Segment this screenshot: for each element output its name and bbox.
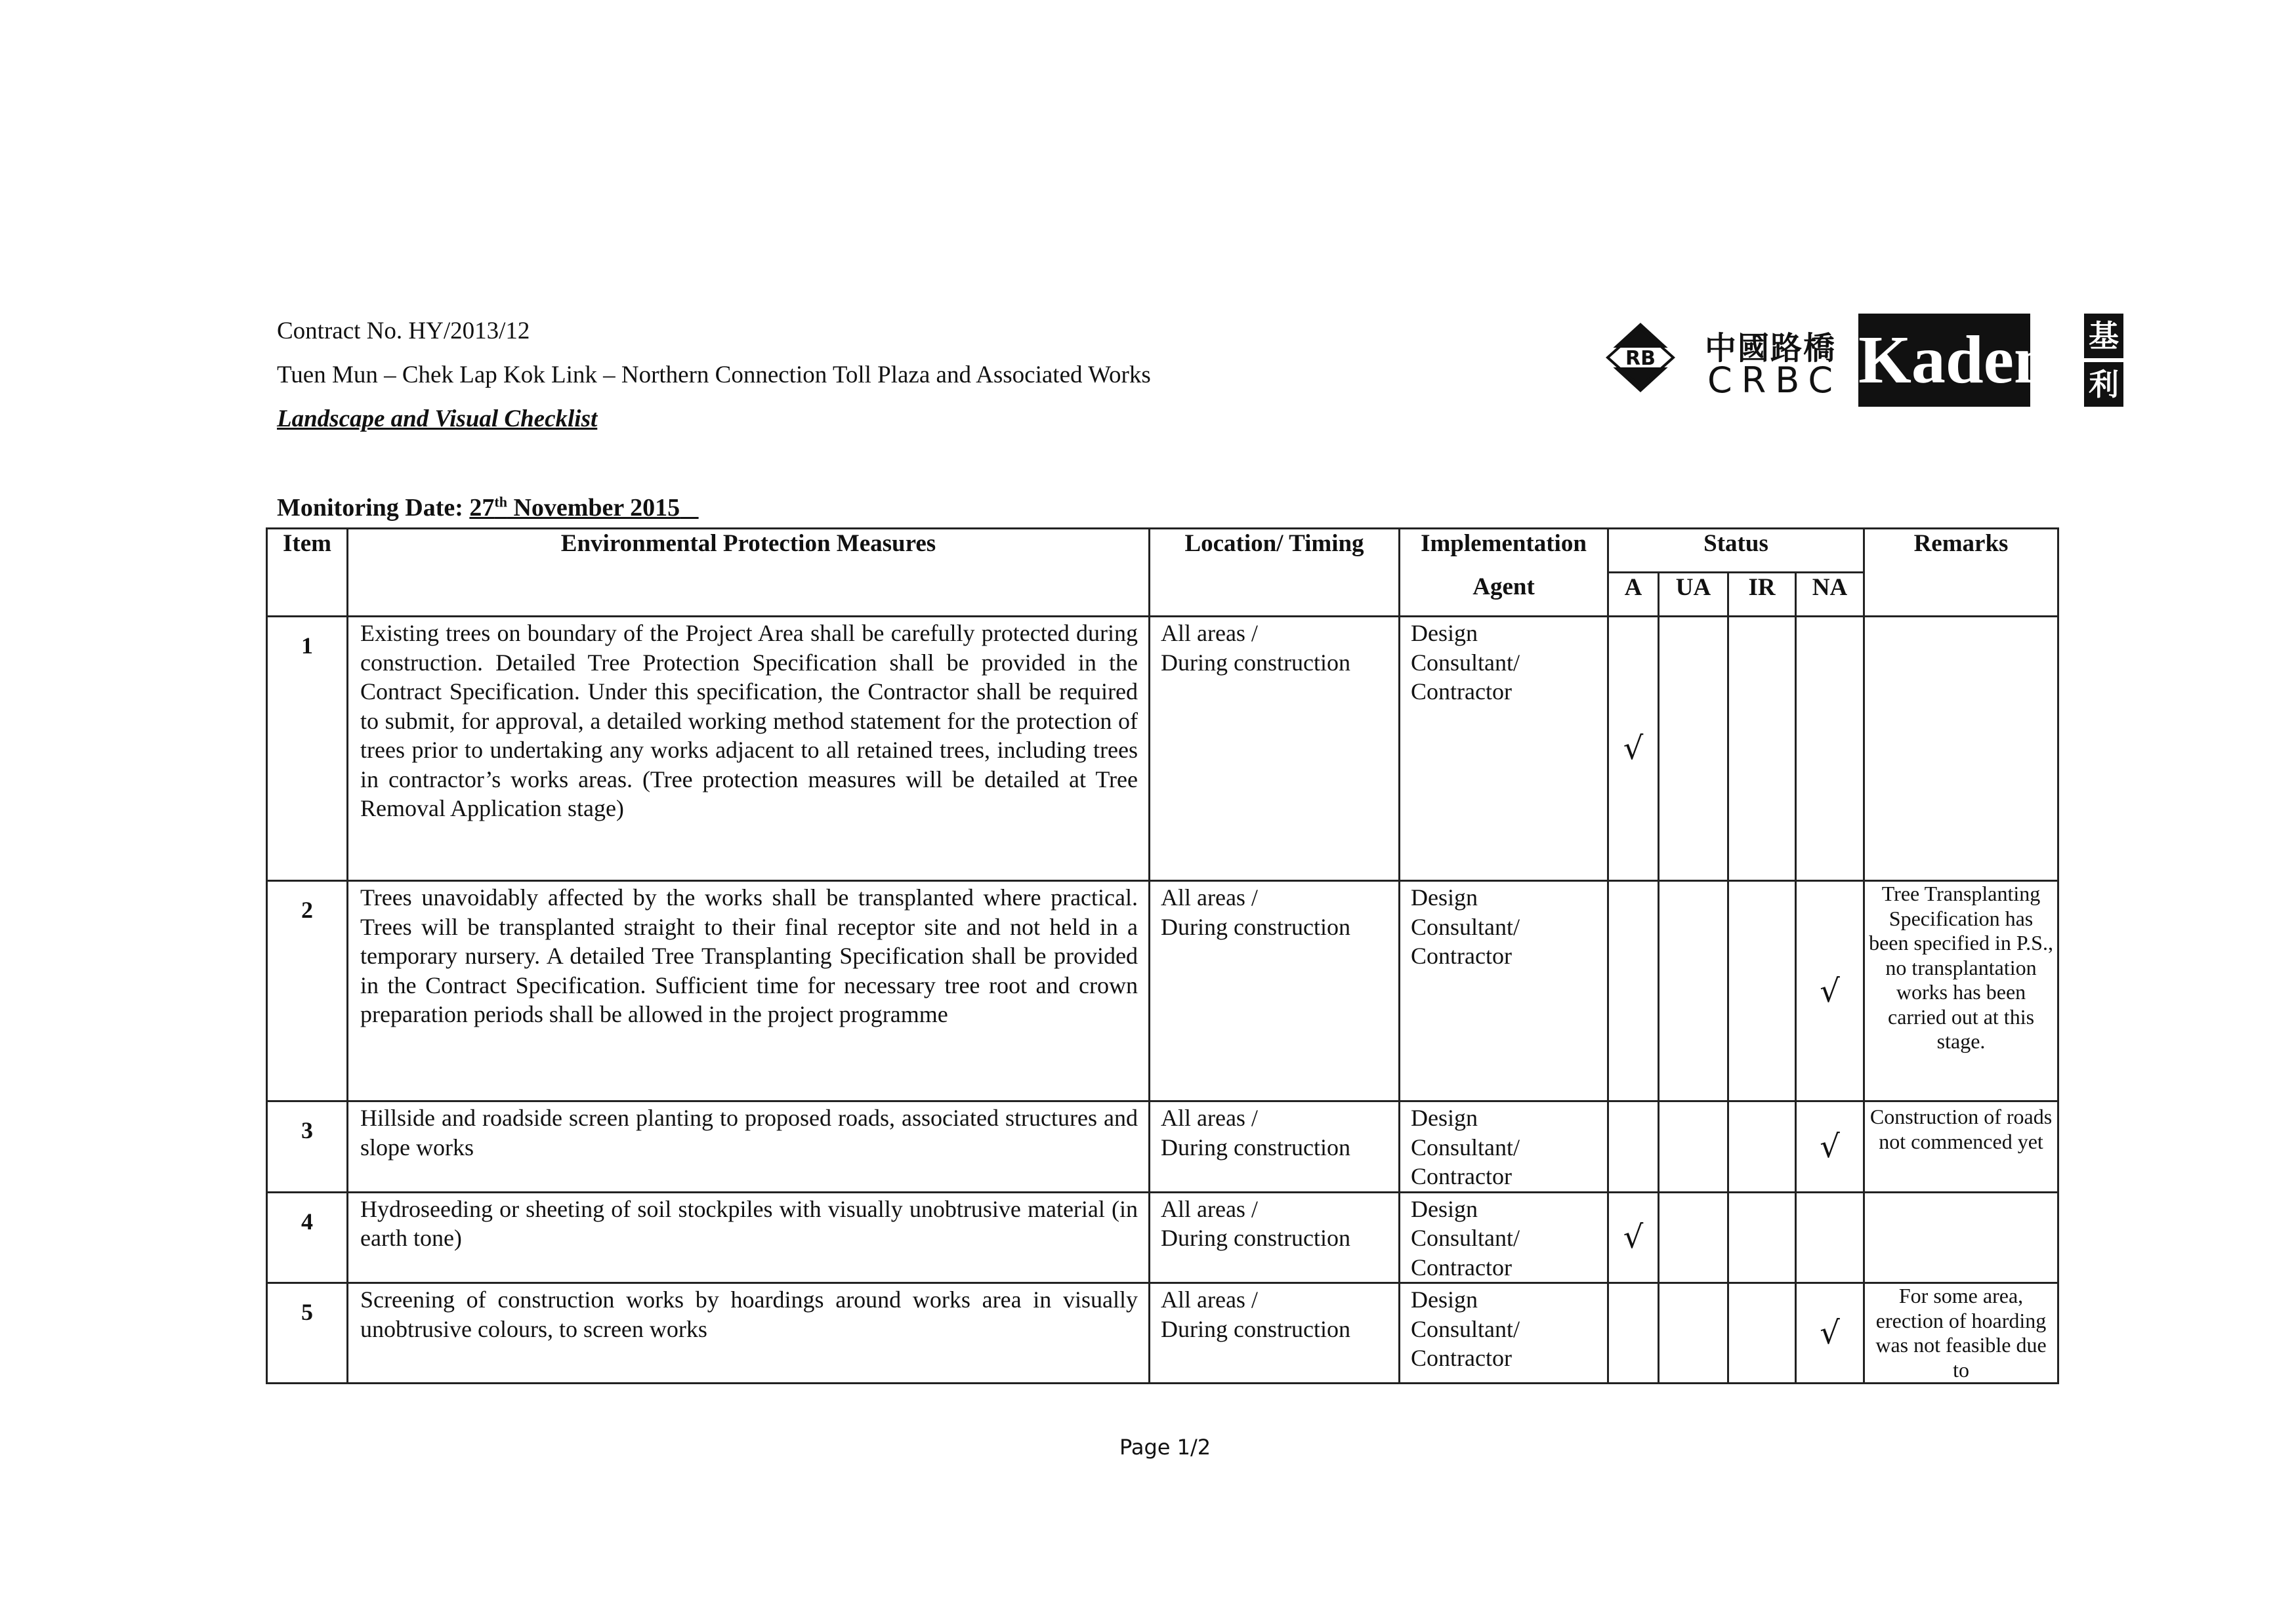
project-title: Tuen Mun – Chek Lap Kok Link – Northern Connection Toll Plaza and Associated Works — [277, 361, 1151, 388]
crbc-logo: CRBC — [1707, 360, 1843, 401]
monitoring-date-label: Monitoring Date: — [277, 494, 463, 522]
monitoring-date — [277, 493, 699, 522]
kaden-logo: Kaden — [1858, 314, 2030, 407]
row-agent: Design Consultant/ Contractor — [1400, 617, 1608, 881]
header-measures: Environmental Protection Measures — [348, 529, 1150, 617]
row-remarks: Construction of roads not commenced yet — [1864, 1101, 2058, 1193]
row-measure: Screening of construction works by hoardings around works area in visually unobtrusive colours, to screen works — [348, 1283, 1150, 1384]
row-measure: Trees unavoidably affected by the works shall be transplanted where practical. Trees will be transplanted straight to their final receptor site and not held in a temporary nursery. A detailed Tree Transplanting Specification shall be provided in the Contract Specification. Sufficient time for necessary tree root and crown preparation periods shall be allowed in the project programme — [348, 881, 1150, 1101]
row-measure: Existing trees on boundary of the Project Area shall be carefully protected during construction. Detailed Tree Protection Specification shall be provided in the Contract Specification. Under this specification, the Contractor shall be required to submit, for approval, a detailed working method statement for the protection of trees prior to undertaking any works adjacent to all retained trees, including trees in contractor’s works areas. (Tree protection measures will be detailed at Tree Removal Application stage) — [348, 617, 1150, 881]
row-agent: Design Consultant/ Contractor — [1400, 881, 1608, 1101]
row-remarks — [1864, 617, 2058, 881]
row-status-na — [1796, 617, 1864, 881]
table-row — [267, 1101, 2058, 1193]
contract-number: Contract No. HY/2013/12 — [277, 318, 530, 344]
header-implementation: Implementation — [1400, 529, 1608, 573]
row-status-ua — [1659, 1101, 1728, 1193]
kaden-logo-char-1: 基 — [2084, 314, 2123, 358]
crbc-chinese-logo: 中國路橋 — [1705, 330, 1837, 367]
row-status-na: √ — [1796, 1101, 1864, 1193]
header-status-na: NA — [1796, 573, 1864, 617]
row-remarks — [1864, 1192, 2058, 1283]
row-status-ir — [1728, 1192, 1796, 1283]
row-status-na: √ — [1796, 881, 1864, 1101]
monitoring-date-value: 27th November 2015 — [469, 493, 680, 522]
row-agent: Design Consultant/ Contractor — [1400, 1101, 1608, 1193]
header-status-a: A — [1608, 573, 1659, 617]
row-location: All areas / During construction — [1150, 1283, 1400, 1384]
row-status-a — [1608, 1101, 1659, 1193]
row-location: All areas / During construction — [1150, 617, 1400, 881]
row-item-number: 5 — [267, 1283, 348, 1384]
row-remarks: For some area, erection of hoarding was not feasible due to — [1864, 1283, 2058, 1384]
row-status-a: √ — [1608, 1192, 1659, 1283]
header-remarks: Remarks — [1864, 529, 2058, 617]
rb-logo — [1601, 321, 1680, 394]
checklist-table — [266, 527, 2059, 1384]
row-status-a — [1608, 1283, 1659, 1384]
row-status-ir — [1728, 617, 1796, 881]
row-status-ua — [1659, 1192, 1728, 1283]
row-status-ir — [1728, 1283, 1796, 1384]
table-row — [267, 617, 2058, 881]
header-status-ir: IR — [1728, 573, 1796, 617]
header-status-ua: UA — [1659, 573, 1728, 617]
kaden-logo-char-2: 利 — [2084, 362, 2123, 407]
row-location: All areas / During construction — [1150, 881, 1400, 1101]
row-status-na — [1796, 1192, 1864, 1283]
row-agent: Design Consultant/ Contractor — [1400, 1283, 1608, 1384]
row-item-number: 4 — [267, 1192, 348, 1283]
header-agent: Agent — [1400, 573, 1608, 617]
row-status-ua — [1659, 617, 1728, 881]
row-measure: Hydroseeding or sheeting of soil stockpiles with visually unobtrusive material (in earth tone) — [348, 1192, 1150, 1283]
header-status: Status — [1608, 529, 1864, 573]
row-item-number: 2 — [267, 881, 348, 1101]
row-status-a — [1608, 881, 1659, 1101]
row-status-ua — [1659, 1283, 1728, 1384]
header-location: Location/ Timing — [1150, 529, 1400, 617]
row-remarks: Tree Transplanting Specification has been specified in P.S., no transplantation works has been carried out at this stage. — [1864, 881, 2058, 1101]
row-status-na: √ — [1796, 1283, 1864, 1384]
row-location: All areas / During construction — [1150, 1192, 1400, 1283]
row-status-a: √ — [1608, 617, 1659, 881]
row-item-number: 3 — [267, 1101, 348, 1193]
row-status-ir — [1728, 1101, 1796, 1193]
rb-logo-text: RB — [1625, 347, 1656, 370]
page-number: Page 1/2 — [1119, 1435, 1211, 1460]
row-agent: Design Consultant/ Contractor — [1400, 1192, 1608, 1283]
table-row — [267, 1192, 2058, 1283]
row-measure: Hillside and roadside screen planting to proposed roads, associated structures and slope works — [348, 1101, 1150, 1193]
header-item: Item — [267, 529, 348, 617]
table-row — [267, 881, 2058, 1101]
table-row — [267, 1283, 2058, 1384]
row-status-ua — [1659, 881, 1728, 1101]
checklist-title: Landscape and Visual Checklist — [277, 405, 598, 432]
row-location: All areas / During construction — [1150, 1101, 1400, 1193]
row-item-number: 1 — [267, 617, 348, 881]
row-status-ir — [1728, 881, 1796, 1101]
